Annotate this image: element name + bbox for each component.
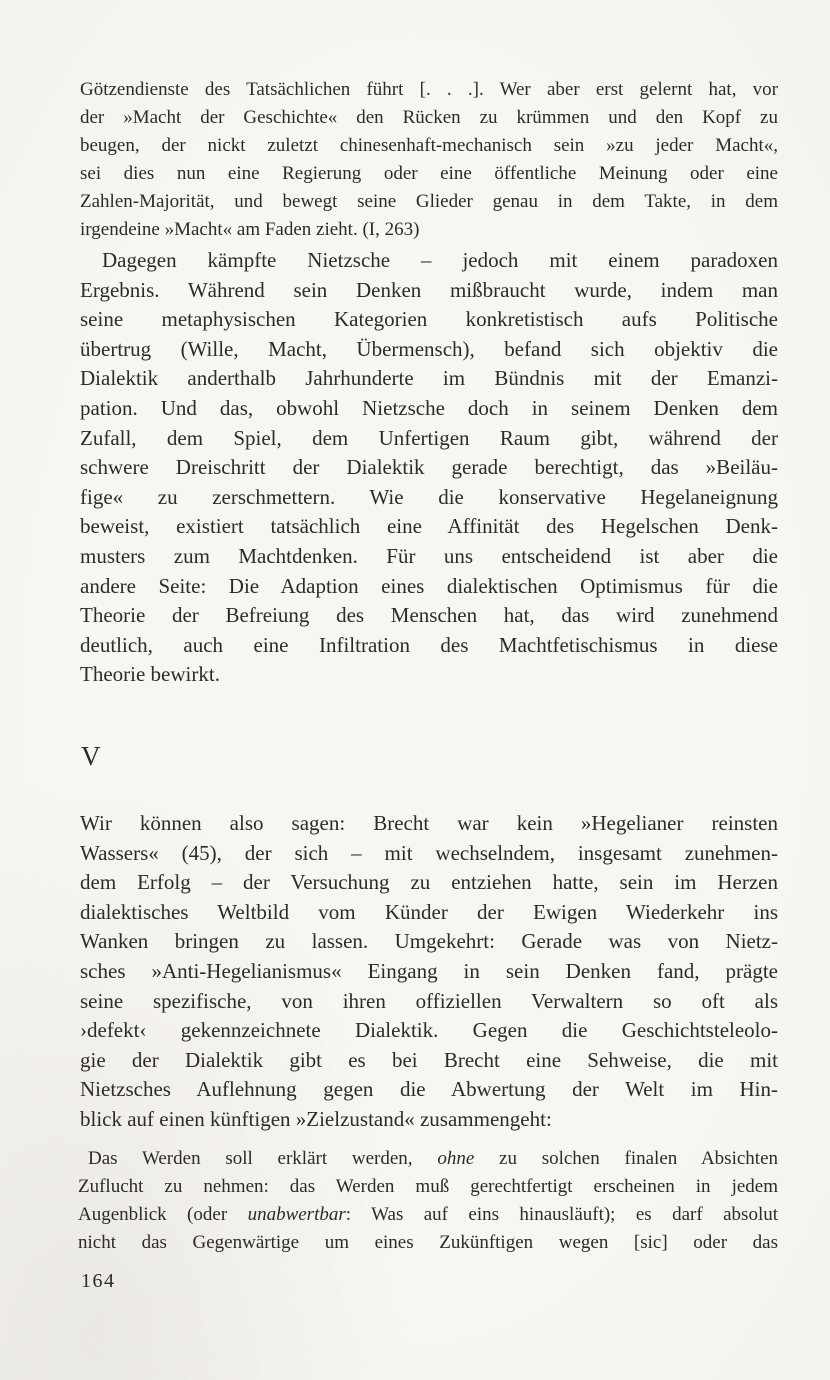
text-line: der »Macht der Geschichte« den Rücken zu krümmen und den Kopf zu [80, 107, 778, 128]
text-line: Wanken bringen zu lassen. Umgekehrt: Gerade was von Nietz- [80, 929, 778, 954]
text-run: nicht das Gegenwärtige um eines Zukünftigen wegen [sic] oder das [78, 1232, 778, 1253]
text-line: seine spezifische, von ihren offiziellen Verwaltern so oft als [80, 988, 778, 1013]
text-run: zu solchen finalen Absichten [474, 1148, 778, 1169]
text-run: Augenblick (oder [78, 1204, 248, 1225]
text-line: fige« zu zerschmettern. Wie die konservative Hegelaneignung [80, 484, 778, 509]
quote-block-nietzsche-citation [80, 76, 778, 244]
text-line: andere Seite: Die Adaption eines dialektischen Optimismus für die [80, 573, 778, 598]
paragraph-nietzsche-dialektik [80, 246, 778, 690]
text-line: sches »Anti-Hegelianismus« Eingang in sein Denken fand, prägte [80, 958, 778, 983]
paragraph-brecht-hegelianer [80, 809, 778, 1135]
emphasized-text: unabwertbar [247, 1204, 346, 1225]
text-line: beugen, der nickt zuletzt chinesenhaft-mechanisch sein »zu jeder Macht«, [80, 135, 778, 156]
text-line: beweist, existiert tatsächlich eine Affinität des Hegelschen Denk- [80, 514, 778, 539]
text-line: dialektisches Weltbild vom Künder der Ewigen Wiederkehr ins [80, 899, 778, 924]
text-line: musters zum Machtdenken. Für uns entscheidend ist aber die [80, 543, 778, 568]
text-line: dem Erfolg – der Versuchung zu entziehen hatte, sein im Herzen [80, 870, 778, 895]
text-line [78, 1229, 778, 1257]
text-run: : Was auf eins hinausläuft); es darf absolut [345, 1204, 778, 1225]
text-line: blick auf einen künftigen »Zielzustand« zusammengeht: [80, 1106, 552, 1131]
text-run: Das Werden soll erklärt werden, [88, 1148, 438, 1169]
text-line [78, 1145, 778, 1173]
text-line: Wassers« (45), der sich – mit wechselndem, insgesamt zunehmen- [80, 840, 778, 865]
section-heading: V [81, 741, 102, 771]
text-line: Theorie der Befreiung des Menschen hat, das wird zunehmend [80, 603, 778, 628]
text-line: übertrug (Wille, Macht, Übermensch), befand sich objektiv die [80, 336, 778, 361]
text-run: Zuflucht zu nehmen: das Werden muß gerechtfertigt erscheinen in jedem [78, 1176, 778, 1197]
text-line: Ergebnis. Während sein Denken mißbraucht wurde, indem man [80, 277, 778, 302]
text-line: Zufall, dem Spiel, dem Unfertigen Raum gibt, während der [80, 425, 778, 450]
text-line: Dagegen kämpfte Nietzsche – jedoch mit einem paradoxen [102, 248, 778, 272]
text-line: Dialektik anderthalb Jahrhunderte im Bündnis mit der Emanzi- [80, 366, 778, 391]
text-line: sei dies nun eine Regierung oder eine öffentliche Meinung oder eine [80, 163, 778, 184]
text-line: ›defekt‹ gekennzeichnete Dialektik. Gegen die Geschichtsteleolo- [80, 1018, 778, 1043]
text-line: Götzendienste des Tatsächlichen führt [. . .]. Wer aber erst gelernt hat, vor [80, 79, 778, 100]
page-number: 164 [81, 1270, 116, 1292]
text-line: deutlich, auch eine Infiltration des Machtfetischismus in diese [80, 632, 778, 657]
text-line: pation. Und das, obwohl Nietzsche doch in seinem Denken dem [80, 395, 778, 420]
text-line: seine metaphysischen Kategorien konkretistisch aufs Politische [80, 307, 778, 332]
text-line: Zahlen-Majorität, und bewegt seine Glieder genau in dem Takte, in dem [80, 191, 778, 212]
text-line: irgendeine »Macht« am Faden zieht. (I, 263) [80, 219, 420, 240]
text-line: Wir können also sagen: Brecht war kein »Hegelianer reinsten [80, 811, 778, 835]
text-line: gie der Dialektik gibt es bei Brecht eine Sehweise, die mit [80, 1047, 778, 1072]
text-line: Nietzsches Auflehnung gegen die Abwertung der Welt im Hin- [80, 1077, 778, 1102]
text-line: Theorie bewirkt. [80, 662, 220, 687]
quote-block-das-werden [78, 1145, 778, 1257]
text-line [78, 1173, 778, 1201]
text-line: schwere Dreischritt der Dialektik gerade berechtigt, das »Beiläu- [80, 455, 778, 480]
emphasized-text: ohne [437, 1148, 475, 1169]
text-line [78, 1201, 778, 1229]
